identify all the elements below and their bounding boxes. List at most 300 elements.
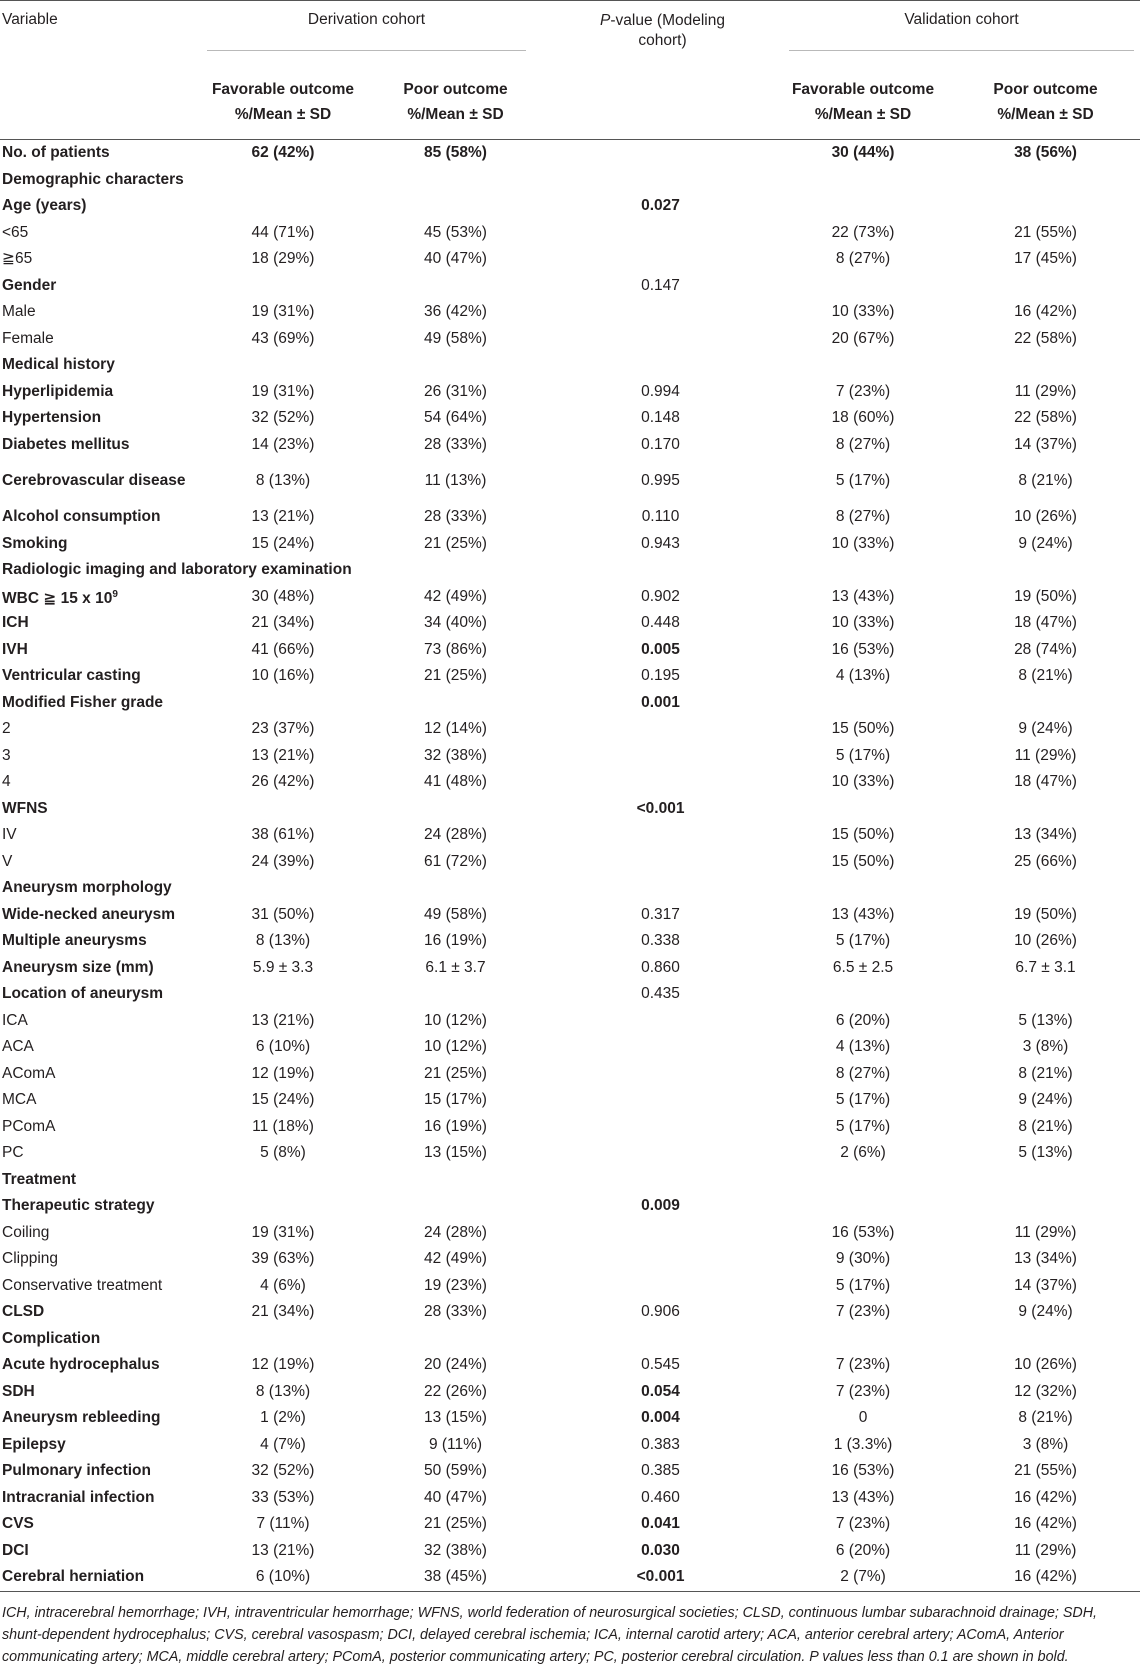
pvalue-cell bbox=[550, 1140, 775, 1167]
validation-poor-cell: 22 (58%) bbox=[1014, 409, 1077, 427]
validation-poor-cell bbox=[955, 167, 1140, 194]
pvalue-cell: 0.195 bbox=[641, 667, 680, 685]
pvalue-cell bbox=[550, 743, 775, 770]
derivation-poor-cell: 20 (24%) bbox=[424, 1356, 487, 1374]
row-label: Alcohol consumption bbox=[2, 508, 161, 526]
validation-poor-cell bbox=[955, 981, 1140, 1008]
pvalue-cell: 0.448 bbox=[641, 614, 680, 632]
header-vpoor-line1: Poor outcome bbox=[993, 81, 1098, 98]
derivation-poor-cell: 49 (58%) bbox=[424, 329, 487, 347]
derivation-favorable-cell: 13 (21%) bbox=[251, 1011, 315, 1029]
pvalue-cell bbox=[550, 167, 775, 194]
row-label: Aneurysm rebleeding bbox=[2, 1409, 161, 1427]
row-label: Pulmonary infection bbox=[2, 1462, 151, 1480]
derivation-favorable-cell: 12 (19%) bbox=[251, 1064, 315, 1082]
validation-poor-cell: 3 (8%) bbox=[1022, 1435, 1069, 1453]
table-row bbox=[0, 875, 1140, 902]
validation-poor-cell: 16 (42%) bbox=[955, 1564, 1140, 1591]
validation-favorable-cell bbox=[775, 875, 955, 902]
derivation-poor-cell bbox=[365, 1326, 550, 1353]
pvalue-cell: 0.054 bbox=[641, 1382, 680, 1400]
derivation-favorable-cell bbox=[205, 796, 365, 823]
validation-favorable-cell bbox=[775, 557, 955, 584]
validation-poor-cell: 12 (32%) bbox=[1014, 1382, 1077, 1400]
validation-favorable-cell: 30 (44%) bbox=[831, 144, 895, 162]
pvalue-cell: 0.995 bbox=[641, 472, 680, 489]
derivation-poor-cell bbox=[365, 1193, 550, 1220]
validation-favorable-cell: 10 (33%) bbox=[831, 534, 895, 552]
derivation-favorable-cell: 4 (6%) bbox=[260, 1276, 306, 1294]
superscript: 9 bbox=[112, 588, 118, 600]
derivation-favorable-cell: 11 (18%) bbox=[252, 1117, 314, 1135]
derivation-poor-cell: 13 (15%) bbox=[424, 1409, 487, 1427]
derivation-poor-cell: 49 (58%) bbox=[424, 905, 487, 923]
validation-poor-cell: 8 (21%) bbox=[1018, 667, 1073, 685]
table-row bbox=[0, 246, 1140, 273]
row-label: Medical history bbox=[2, 356, 115, 374]
pvalue-cell bbox=[550, 352, 775, 379]
derivation-poor-cell bbox=[365, 1167, 550, 1194]
table-row bbox=[0, 1246, 1140, 1273]
pvalue-cell: 0.994 bbox=[641, 382, 680, 400]
pvalue-cell bbox=[550, 769, 775, 796]
derivation-favorable-cell: 26 (42%) bbox=[251, 773, 315, 791]
table-row bbox=[0, 637, 1140, 664]
row-label: DCI bbox=[2, 1541, 29, 1559]
validation-poor-cell: 5 (13%) bbox=[1018, 1144, 1073, 1162]
table-row bbox=[0, 610, 1140, 637]
table-row bbox=[0, 193, 1140, 220]
derivation-favorable-cell: 13 (21%) bbox=[251, 508, 315, 526]
validation-favorable-cell: 6 (20%) bbox=[835, 1011, 891, 1029]
table-row bbox=[0, 1008, 1140, 1035]
header-row-subcolumns bbox=[0, 65, 1140, 140]
row-label: MCA bbox=[2, 1091, 37, 1109]
header-validation-poor bbox=[955, 65, 1140, 140]
derivation-poor-cell: 41 (48%) bbox=[424, 773, 487, 791]
validation-poor-cell: 10 (26%) bbox=[1014, 508, 1077, 526]
row-label: ICH bbox=[2, 614, 29, 632]
validation-poor-cell bbox=[955, 875, 1140, 902]
pvalue-cell bbox=[550, 1273, 775, 1300]
pvalue-cell bbox=[550, 1167, 775, 1194]
table-row bbox=[0, 1061, 1140, 1088]
validation-favorable-cell bbox=[775, 1326, 955, 1353]
table-footnote: ICH, intracerebral hemorrhage; IVH, intraventricular hemorrhage; WFNS, world federation of neurosurgical societies; CLSD, continuous lumbar subarachnoid drainage; SDH, shunt-dependent hydrocephalus; CVS, cerebral vasospasm; DCI, delayed cerebral ischemia; ICA, internal carotid artery; ACA, anterior cerebral artery; AComA, Anterior communicating artery; MCA, middle cerebral artery; PComA, posterior communicating artery; PC, posterior cerebral circulation. P values less than 0.1 are shown in bold. bbox=[2, 1604, 1098, 1665]
validation-poor-cell bbox=[955, 1167, 1140, 1194]
row-label: No. of patients bbox=[2, 144, 110, 162]
derivation-poor-cell: 6.1 ± 3.7 bbox=[425, 958, 486, 976]
table-row bbox=[0, 1432, 1140, 1459]
derivation-favorable-cell: 41 (66%) bbox=[251, 640, 315, 658]
pvalue-cell bbox=[550, 849, 775, 876]
pvalue-cell: 0.110 bbox=[641, 508, 680, 526]
header-poor-line1: Poor outcome bbox=[403, 81, 508, 98]
validation-poor-cell: 18 (47%) bbox=[1014, 773, 1077, 791]
derivation-favorable-cell: 13 (21%) bbox=[251, 746, 315, 764]
derivation-favorable-cell: 38 (61%) bbox=[251, 826, 315, 844]
derivation-favorable-cell: 12 (19%) bbox=[251, 1356, 315, 1374]
derivation-favorable-cell: 44 (71%) bbox=[251, 223, 315, 241]
derivation-poor-cell: 73 (86%) bbox=[424, 640, 487, 658]
row-label: V bbox=[2, 852, 13, 870]
validation-poor-cell: 8 (21%) bbox=[1018, 1409, 1073, 1427]
row-label: Ventricular casting bbox=[2, 667, 141, 685]
table-row bbox=[0, 955, 1140, 982]
derivation-favorable-cell: 10 (16%) bbox=[251, 667, 315, 685]
row-label: 4 bbox=[2, 773, 11, 791]
derivation-favorable-cell: 31 (50%) bbox=[251, 905, 315, 923]
row-label: ACA bbox=[2, 1038, 34, 1056]
validation-poor-cell: 5 (13%) bbox=[1018, 1011, 1073, 1029]
pvalue-cell: 0.147 bbox=[641, 276, 680, 294]
derivation-poor-cell: 16 (19%) bbox=[424, 932, 487, 950]
pvalue-cell bbox=[550, 557, 775, 584]
derivation-favorable-cell: 8 (13%) bbox=[255, 1382, 311, 1400]
validation-favorable-cell: 7 (23%) bbox=[835, 1515, 891, 1533]
validation-favorable-cell: 1 (3.3%) bbox=[833, 1435, 893, 1453]
derivation-poor-cell bbox=[365, 167, 550, 194]
derivation-favorable-cell: 21 (34%) bbox=[251, 614, 315, 632]
derivation-favorable-cell bbox=[205, 690, 365, 717]
validation-favorable-cell: 7 (23%) bbox=[835, 1356, 891, 1374]
row-label: Age (years) bbox=[2, 197, 87, 215]
validation-favorable-cell: 9 (30%) bbox=[835, 1250, 891, 1268]
header-vfav-line1: Favorable outcome bbox=[791, 81, 935, 98]
derivation-poor-cell: 10 (12%) bbox=[424, 1011, 487, 1029]
validation-favorable-cell bbox=[775, 193, 955, 220]
validation-favorable-cell: 7 (23%) bbox=[835, 1303, 891, 1321]
table-row bbox=[0, 716, 1140, 743]
derivation-poor-cell: 54 (64%) bbox=[424, 409, 487, 427]
validation-poor-cell bbox=[955, 352, 1140, 379]
validation-favorable-cell: 18 (60%) bbox=[831, 409, 895, 427]
pvalue-cell: 0.005 bbox=[641, 640, 680, 658]
row-label: Diabetes mellitus bbox=[2, 435, 130, 453]
row-label: Wide-necked aneurysm bbox=[2, 905, 176, 923]
pvalue-cell: 0.004 bbox=[641, 1409, 680, 1427]
row-label: Acute hydrocephalus bbox=[2, 1356, 160, 1374]
row-label: Aneurysm morphology bbox=[2, 879, 172, 897]
pvalue-cell bbox=[550, 246, 775, 273]
derivation-favorable-cell: 1 (2%) bbox=[260, 1409, 306, 1427]
derivation-favorable-cell bbox=[205, 981, 365, 1008]
derivation-favorable-cell: 8 (13%) bbox=[255, 472, 311, 489]
validation-favorable-cell: 2 (6%) bbox=[840, 1144, 886, 1162]
validation-favorable-cell: 0 bbox=[858, 1409, 868, 1427]
derivation-poor-cell: 42 (49%) bbox=[424, 587, 487, 605]
validation-favorable-cell bbox=[775, 352, 955, 379]
header-validation-favorable bbox=[775, 65, 955, 140]
row-label: Smoking bbox=[2, 534, 68, 552]
table-row bbox=[0, 981, 1140, 1008]
validation-favorable-cell: 4 (13%) bbox=[835, 1038, 891, 1056]
derivation-favorable-cell: 32 (52%) bbox=[251, 1462, 315, 1480]
table-row bbox=[0, 299, 1140, 326]
validation-poor-cell bbox=[955, 273, 1140, 300]
validation-favorable-cell: 5 (17%) bbox=[835, 746, 891, 764]
row-label: ≧65 bbox=[2, 250, 33, 268]
table-row bbox=[0, 1167, 1140, 1194]
row-label: Intracranial infection bbox=[2, 1488, 155, 1506]
derivation-favorable-cell: 24 (39%) bbox=[251, 852, 315, 870]
header-derivation-favorable bbox=[205, 65, 365, 140]
derivation-favorable-cell bbox=[205, 273, 365, 300]
validation-poor-cell: 22 (58%) bbox=[1014, 329, 1077, 347]
derivation-favorable-cell: 7 (11%) bbox=[256, 1515, 310, 1533]
derivation-favorable-cell bbox=[205, 1167, 365, 1194]
validation-poor-cell: 9 (24%) bbox=[1018, 720, 1073, 738]
table-row bbox=[0, 1458, 1140, 1485]
header-vfav-line2: %/Mean ± SD bbox=[814, 106, 912, 123]
validation-favorable-cell: 5 (17%) bbox=[835, 932, 891, 950]
pvalue-cell: 0.435 bbox=[641, 985, 680, 1003]
pvalue-cell bbox=[550, 1246, 775, 1273]
derivation-poor-cell: 50 (59%) bbox=[424, 1462, 487, 1480]
validation-favorable-cell bbox=[775, 1167, 955, 1194]
row-label: PC bbox=[2, 1144, 24, 1162]
derivation-poor-cell: 21 (25%) bbox=[424, 1064, 487, 1082]
derivation-favorable-cell bbox=[205, 1193, 365, 1220]
validation-poor-cell: 16 (42%) bbox=[1014, 1515, 1077, 1533]
validation-favorable-cell: 8 (27%) bbox=[835, 435, 891, 453]
validation-poor-cell: 28 (74%) bbox=[1014, 640, 1077, 658]
row-label: Location of aneurysm bbox=[2, 985, 164, 1003]
derivation-favorable-cell bbox=[205, 167, 365, 194]
derivation-poor-cell: 85 (58%) bbox=[424, 144, 487, 162]
row-label: WBC ≧ 15 x $10^9$ bbox=[2, 588, 118, 607]
derivation-poor-cell: 16 (19%) bbox=[424, 1117, 487, 1135]
derivation-favorable-cell: 5.9 ± 3.3 bbox=[252, 958, 314, 976]
table-row bbox=[0, 220, 1140, 247]
row-label: CLSD bbox=[2, 1303, 45, 1321]
validation-poor-cell bbox=[955, 796, 1140, 823]
pvalue-cell: <0.001 bbox=[550, 1564, 775, 1591]
validation-poor-cell bbox=[955, 1326, 1140, 1353]
pvalue-cell bbox=[550, 875, 775, 902]
derivation-favorable-cell: 15 (24%) bbox=[251, 534, 315, 552]
validation-poor-cell: 8 (21%) bbox=[1018, 1064, 1073, 1082]
validation-favorable-cell: 16 (53%) bbox=[831, 1223, 895, 1241]
derivation-poor-cell bbox=[365, 981, 550, 1008]
row-label: CVS bbox=[2, 1515, 34, 1533]
table-row bbox=[0, 769, 1140, 796]
validation-poor-cell bbox=[955, 690, 1140, 717]
table-row bbox=[0, 822, 1140, 849]
validation-favorable-cell bbox=[775, 1193, 955, 1220]
derivation-favorable-cell: 33 (53%) bbox=[251, 1488, 315, 1506]
validation-poor-cell: 9 (24%) bbox=[1018, 1091, 1073, 1109]
pvalue-cell: 0.383 bbox=[641, 1435, 680, 1453]
derivation-poor-cell: 12 (14%) bbox=[424, 720, 487, 738]
derivation-favorable-cell: 6 (10%) bbox=[255, 1038, 311, 1056]
validation-favorable-cell: 10 (33%) bbox=[831, 614, 895, 632]
derivation-favorable-cell: 21 (34%) bbox=[251, 1303, 315, 1321]
row-label: <65 bbox=[2, 223, 29, 241]
table-row bbox=[0, 1140, 1140, 1167]
table-row bbox=[0, 504, 1140, 531]
validation-favorable-cell: 16 (53%) bbox=[831, 640, 895, 658]
validation-poor-cell: 10 (26%) bbox=[1014, 932, 1077, 950]
derivation-favorable-cell: 14 (23%) bbox=[251, 435, 315, 453]
validation-favorable-cell: 10 (33%) bbox=[831, 303, 895, 321]
table-row bbox=[0, 1087, 1140, 1114]
pvalue-cell bbox=[550, 1114, 775, 1141]
derivation-poor-cell: 32 (38%) bbox=[424, 746, 487, 764]
header-validation-cohort bbox=[775, 1, 1140, 66]
header-pvalue-rest: -value (Modeling cohort) bbox=[610, 12, 725, 49]
derivation-poor-cell bbox=[365, 352, 550, 379]
table-row bbox=[0, 379, 1140, 406]
derivation-favorable-cell: 39 (63%) bbox=[251, 1250, 315, 1268]
row-label: Cerebrovascular disease bbox=[2, 472, 186, 489]
derivation-favorable-cell bbox=[205, 193, 365, 220]
pvalue-cell bbox=[550, 326, 775, 353]
validation-favorable-cell bbox=[775, 167, 955, 194]
pvalue-cell: 0.385 bbox=[641, 1462, 680, 1480]
validation-favorable-cell bbox=[775, 690, 955, 717]
derivation-favorable-cell bbox=[205, 1326, 365, 1353]
derivation-poor-cell bbox=[365, 875, 550, 902]
validation-favorable-cell: 16 (53%) bbox=[831, 1462, 895, 1480]
derivation-poor-cell bbox=[365, 273, 550, 300]
header-derivation-cohort bbox=[205, 1, 550, 66]
row-label: Modified Fisher grade bbox=[2, 693, 164, 711]
validation-favorable-cell: 8 (27%) bbox=[835, 1064, 891, 1082]
derivation-favorable-cell bbox=[205, 875, 365, 902]
pvalue-cell: 0.460 bbox=[641, 1488, 680, 1506]
validation-poor-cell: 9 (24%) bbox=[1018, 1303, 1073, 1321]
validation-poor-cell: 18 (47%) bbox=[1014, 614, 1077, 632]
table-row bbox=[0, 1220, 1140, 1247]
table-row bbox=[0, 1379, 1140, 1406]
header-poor-line2: %/Mean ± SD bbox=[407, 106, 504, 123]
validation-favorable-cell: 5 (17%) bbox=[835, 472, 891, 489]
validation-favorable-cell bbox=[775, 796, 955, 823]
validation-poor-cell: 14 (37%) bbox=[1014, 435, 1077, 453]
validation-poor-cell: 16 (42%) bbox=[1014, 303, 1077, 321]
pvalue-cell bbox=[550, 220, 775, 247]
derivation-poor-cell: 28 (33%) bbox=[424, 508, 487, 526]
row-label: Female bbox=[2, 329, 54, 347]
derivation-favorable-cell: 18 (29%) bbox=[251, 250, 315, 268]
table-row bbox=[0, 584, 1140, 611]
row-label: Cerebral herniation bbox=[0, 1564, 205, 1591]
validation-poor-cell: 11 (29%) bbox=[1014, 382, 1077, 400]
table-row bbox=[0, 1538, 1140, 1565]
table-row bbox=[0, 458, 1140, 504]
row-label: Multiple aneurysms bbox=[2, 932, 147, 950]
derivation-favorable-cell: 6 (10%) bbox=[205, 1564, 365, 1591]
table-row bbox=[0, 557, 1140, 584]
validation-poor-cell: 8 (21%) bbox=[1018, 1117, 1073, 1135]
validation-favorable-cell: 2 (7%) bbox=[775, 1564, 955, 1591]
derivation-poor-cell: 13 (15%) bbox=[424, 1144, 487, 1162]
validation-poor-cell bbox=[955, 193, 1140, 220]
derivation-poor-cell bbox=[365, 796, 550, 823]
derivation-poor-cell: 34 (40%) bbox=[424, 614, 487, 632]
derivation-poor-cell: 45 (53%) bbox=[424, 223, 487, 241]
validation-favorable-cell: 8 (27%) bbox=[835, 508, 891, 526]
row-label: SDH bbox=[2, 1382, 35, 1400]
derivation-poor-cell: 28 (33%) bbox=[424, 435, 487, 453]
derivation-poor-cell: 15 (17%) bbox=[424, 1091, 487, 1109]
derivation-favorable-cell: 62 (42%) bbox=[251, 144, 315, 162]
table-row bbox=[0, 663, 1140, 690]
validation-poor-cell bbox=[955, 1193, 1140, 1220]
derivation-poor-cell: 38 (45%) bbox=[365, 1564, 550, 1591]
pvalue-cell: 0.027 bbox=[641, 197, 680, 215]
pvalue-cell: 0.041 bbox=[641, 1515, 680, 1533]
validation-poor-cell: 16 (42%) bbox=[1014, 1488, 1077, 1506]
validation-favorable-cell: 7 (23%) bbox=[835, 382, 891, 400]
table-row bbox=[0, 326, 1140, 353]
validation-favorable-cell: 10 (33%) bbox=[831, 773, 895, 791]
validation-poor-cell: 9 (24%) bbox=[1018, 534, 1073, 552]
pvalue-cell: 0.170 bbox=[641, 435, 680, 453]
pvalue-cell: 0.545 bbox=[641, 1356, 680, 1374]
validation-poor-cell: 10 (26%) bbox=[1014, 1356, 1077, 1374]
validation-favorable-cell: 8 (27%) bbox=[835, 250, 891, 268]
row-label: 2 bbox=[2, 720, 11, 738]
pvalue-cell bbox=[550, 1220, 775, 1247]
validation-favorable-cell: 6.5 ± 2.5 bbox=[832, 958, 894, 976]
row-label: Male bbox=[2, 303, 36, 321]
pvalue-cell: 0.030 bbox=[641, 1541, 680, 1559]
table-row bbox=[0, 1326, 1140, 1353]
row-label: Coiling bbox=[2, 1223, 50, 1241]
derivation-favorable-cell: 23 (37%) bbox=[251, 720, 315, 738]
validation-favorable-cell bbox=[775, 273, 955, 300]
row-label: WFNS bbox=[2, 799, 48, 817]
table-row bbox=[0, 1114, 1140, 1141]
table-row bbox=[0, 405, 1140, 432]
validation-poor-cell: 21 (55%) bbox=[1014, 223, 1077, 241]
validation-favorable-cell: 5 (17%) bbox=[835, 1276, 891, 1294]
header-fav-line2: %/Mean ± SD bbox=[234, 106, 332, 123]
row-label: Demographic characters bbox=[2, 170, 184, 188]
validation-poor-cell: 13 (34%) bbox=[1014, 1250, 1077, 1268]
pvalue-cell bbox=[550, 299, 775, 326]
pvalue-cell bbox=[550, 1326, 775, 1353]
validation-favorable-cell: 5 (17%) bbox=[835, 1117, 891, 1135]
table-row bbox=[0, 140, 1140, 167]
row-label: Clipping bbox=[2, 1250, 59, 1268]
validation-favorable-cell bbox=[775, 981, 955, 1008]
pvalue-cell bbox=[550, 1008, 775, 1035]
derivation-favorable-cell: 32 (52%) bbox=[251, 409, 315, 427]
pvalue-cell bbox=[550, 1061, 775, 1088]
derivation-favorable-cell bbox=[205, 352, 365, 379]
row-label: Therapeutic strategy bbox=[2, 1197, 155, 1215]
derivation-poor-cell: 22 (26%) bbox=[424, 1382, 487, 1400]
derivation-favorable-cell: 19 (31%) bbox=[251, 303, 315, 321]
row-label: IV bbox=[2, 826, 17, 844]
derivation-poor-cell: 21 (25%) bbox=[424, 667, 487, 685]
validation-favorable-cell: 15 (50%) bbox=[831, 852, 895, 870]
validation-poor-cell: 38 (56%) bbox=[1014, 144, 1077, 162]
row-label: ICA bbox=[2, 1011, 28, 1029]
table-row bbox=[0, 1299, 1140, 1326]
derivation-poor-cell: 42 (49%) bbox=[424, 1250, 487, 1268]
validation-poor-cell: 17 (45%) bbox=[1014, 250, 1077, 268]
pvalue-cell: 0.009 bbox=[641, 1197, 680, 1215]
table-body bbox=[0, 140, 1140, 1592]
validation-poor-cell: 19 (50%) bbox=[1014, 905, 1077, 923]
derivation-favorable-cell: 43 (69%) bbox=[251, 329, 315, 347]
row-label: Complication bbox=[2, 1329, 101, 1347]
derivation-poor-cell: 24 (28%) bbox=[424, 1223, 487, 1241]
